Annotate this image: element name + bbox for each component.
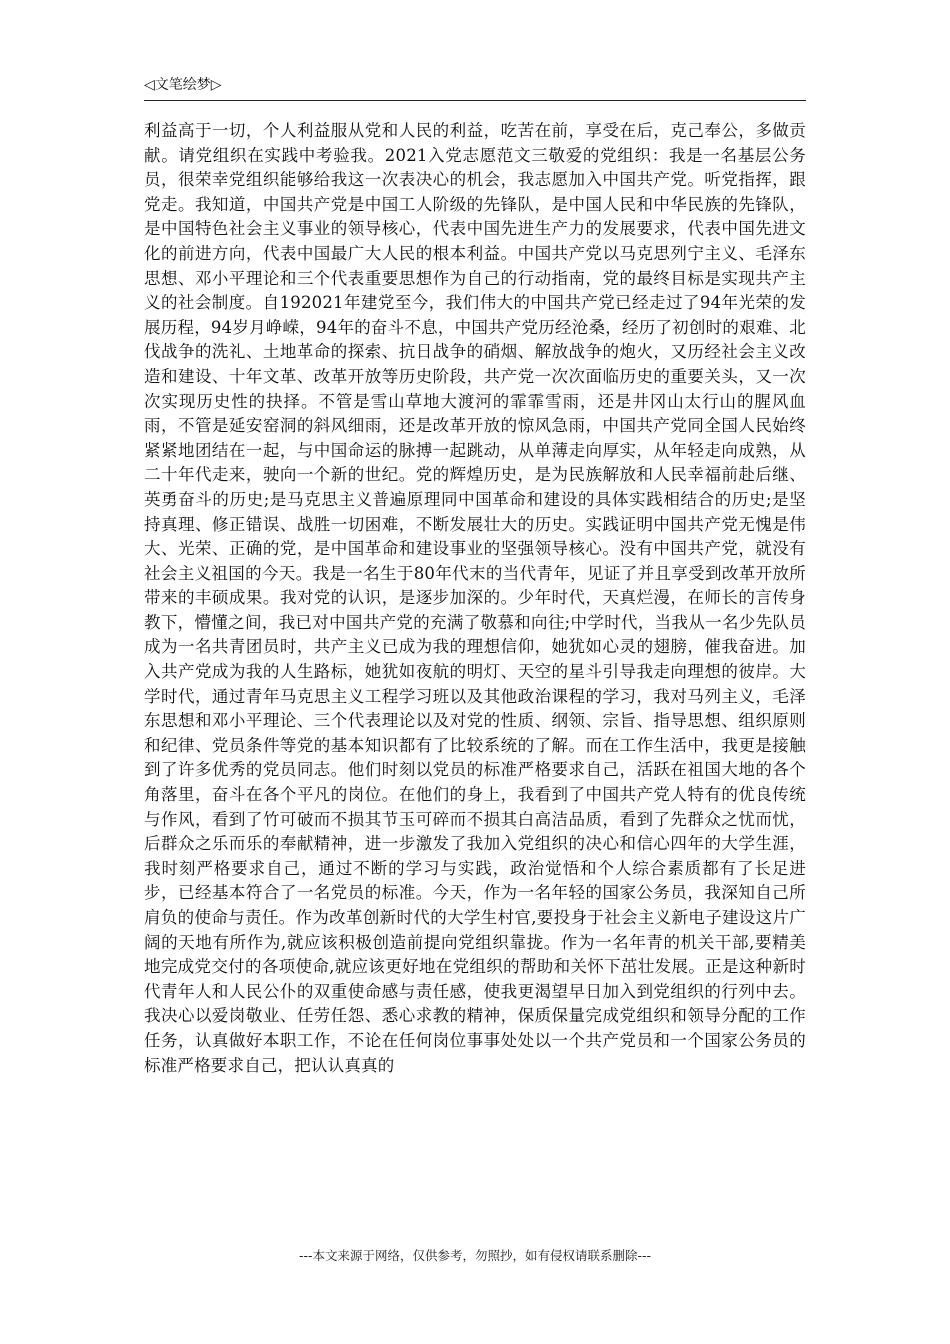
header-title: ◁文笔绘梦▷ xyxy=(144,77,222,93)
body-paragraph: 利益高于一切，个人利益服从党和人民的利益，吃苦在前，享受在后，克己奉公，多做贡献。请党组织在实践中考验我。2021入党志愿范文三敬爱的党组织：我是一名基层公务员，很荣幸党组织能够给我这一次表决心的机会，我志愿加入中国共产党。听党指挥，跟党走。我知道，中国共产党是中国工人阶级的先锋队，是中国人民和中华民族的先锋队，是中国特色社会主义事业的领导核心，代表中国先进生产力的发展要求，代表中国先进文化的前进方向，代表中国最广大人民的根本利益。中国共产党以马克思列宁主义、毛泽东思想、邓小平理论和三个代表重要思想作为自己的行动指南，党的最终目标是实现共产主义的社会制度。自192021年建党至今，我们伟大的中国共产党已经走过了94年光荣的发展历程，94岁月峥嵘，94年的奋斗不息，中国共产党历经沧桑，经历了初创时的艰难、北伐战争的洗礼、土地革命的探索、抗日战争的硝烟、解放战争的炮火，又历经社会主义改造和建设、十年文革、改革开放等历史阶段，共产党一次次面临历史的重要关头，又一次次实现历史性的抉择。不管是雪山草地大渡河的霏霏雪雨，还是井冈山太行山的腥风血雨，不管是延安窑洞的斜风细雨，还是改革开放的惊风急雨，中国共产党同全国人民始终紧紧地团结在一起，与中国命运的脉搏一起跳动，从单薄走向厚实，从年轻走向成熟，从二十年代走来，驶向一个新的世纪。党的辉煌历史，是为民族解放和人民幸福前赴后继、英勇奋斗的历史;是马克思主义普遍原理同中国革命和建设的具体实践相结合的历史;是坚持真理、修正错误、战胜一切困难，不断发展壮大的历史。实践证明中国共产党无愧是伟大、光荣、正确的党，是中国革命和建设事业的坚强领导核心。没有中国共产党，就没有社会主义祖国的今天。我是一名生于80年代末的当代青年，见证了并且享受到改革开放所带来的丰硕成果。我对党的认识，是逐步加深的。少年时代，天真烂漫，在师长的言传身教下，懵懂之间，我已对中国共产党的充满了敬慕和向往;中学时代，当我从一名少先队员成为一名共青团员时，共产主义已成为我的理想信仰，她犹如心灵的翅膀，催我奋进。加入共产党成为我的人生路标，她犹如夜航的明灯、天空的星斗引导我走向理想的彼岸。大学时代，通过青年马克思主义工程学习班以及其他政治课程的学习，我对马列主义，毛泽东思想和邓小平理论、三个代表理论以及对党的性质、纲领、宗旨、指导思想、组织原则和纪律、党员条件等党的基本知识都有了比较系统的了解。而在工作生活中，我更是接触到了许多优秀的党员同志。他们时刻以党员的标准严格要求自己，活跃在祖国大地的各个角落里，奋斗在各个平凡的岗位。在他们的身上，我看到了中国共产党人特有的优良传统与作风，看到了竹可破而不损其节玉可碎而不损其白高洁品质，看到了先群众之忧而忧，后群众之乐而乐的奉献精神，进一步激发了我加入党组织的决心和信心四年的大学生涯，我时刻严格要求自己，通过不断的学习与实践，政治觉悟和个人综合素质都有了长足进步，已经基本符合了一名党员的标准。今天，作为一名年轻的国家公务员，我深知自己所肩负的使命与责任。作为改革创新时代的大学生村官,要投身于社会主义新电子建设这片广阔的天地有所作为,就应该积极创造前提向党组织靠拢。作为一名年青的机关干部,要精美地完成党交付的各项使命,就应该更好地在党组织的帮助和关怀下茁壮发展。正是这种新时代青年人和人民公仆的双重使命感与责任感，使我更渴望早日加入到党组织的行列中去。我决心以爱岗敬业、任劳任怨、悉心求教的精神，保质保量完成党组织和领导分配的工作任务，认真做好本职工作，不论在任何岗位事事处处以一个共产党员和一个国家公务员的标准严格要求自己，把认认真真的 xyxy=(144,121,806,1075)
page-header xyxy=(144,76,806,101)
document-body xyxy=(144,119,806,1078)
page-footer: ---本文来源于网络，仅供参考，勿照抄，如有侵权请联系删除--- xyxy=(298,1248,652,1263)
